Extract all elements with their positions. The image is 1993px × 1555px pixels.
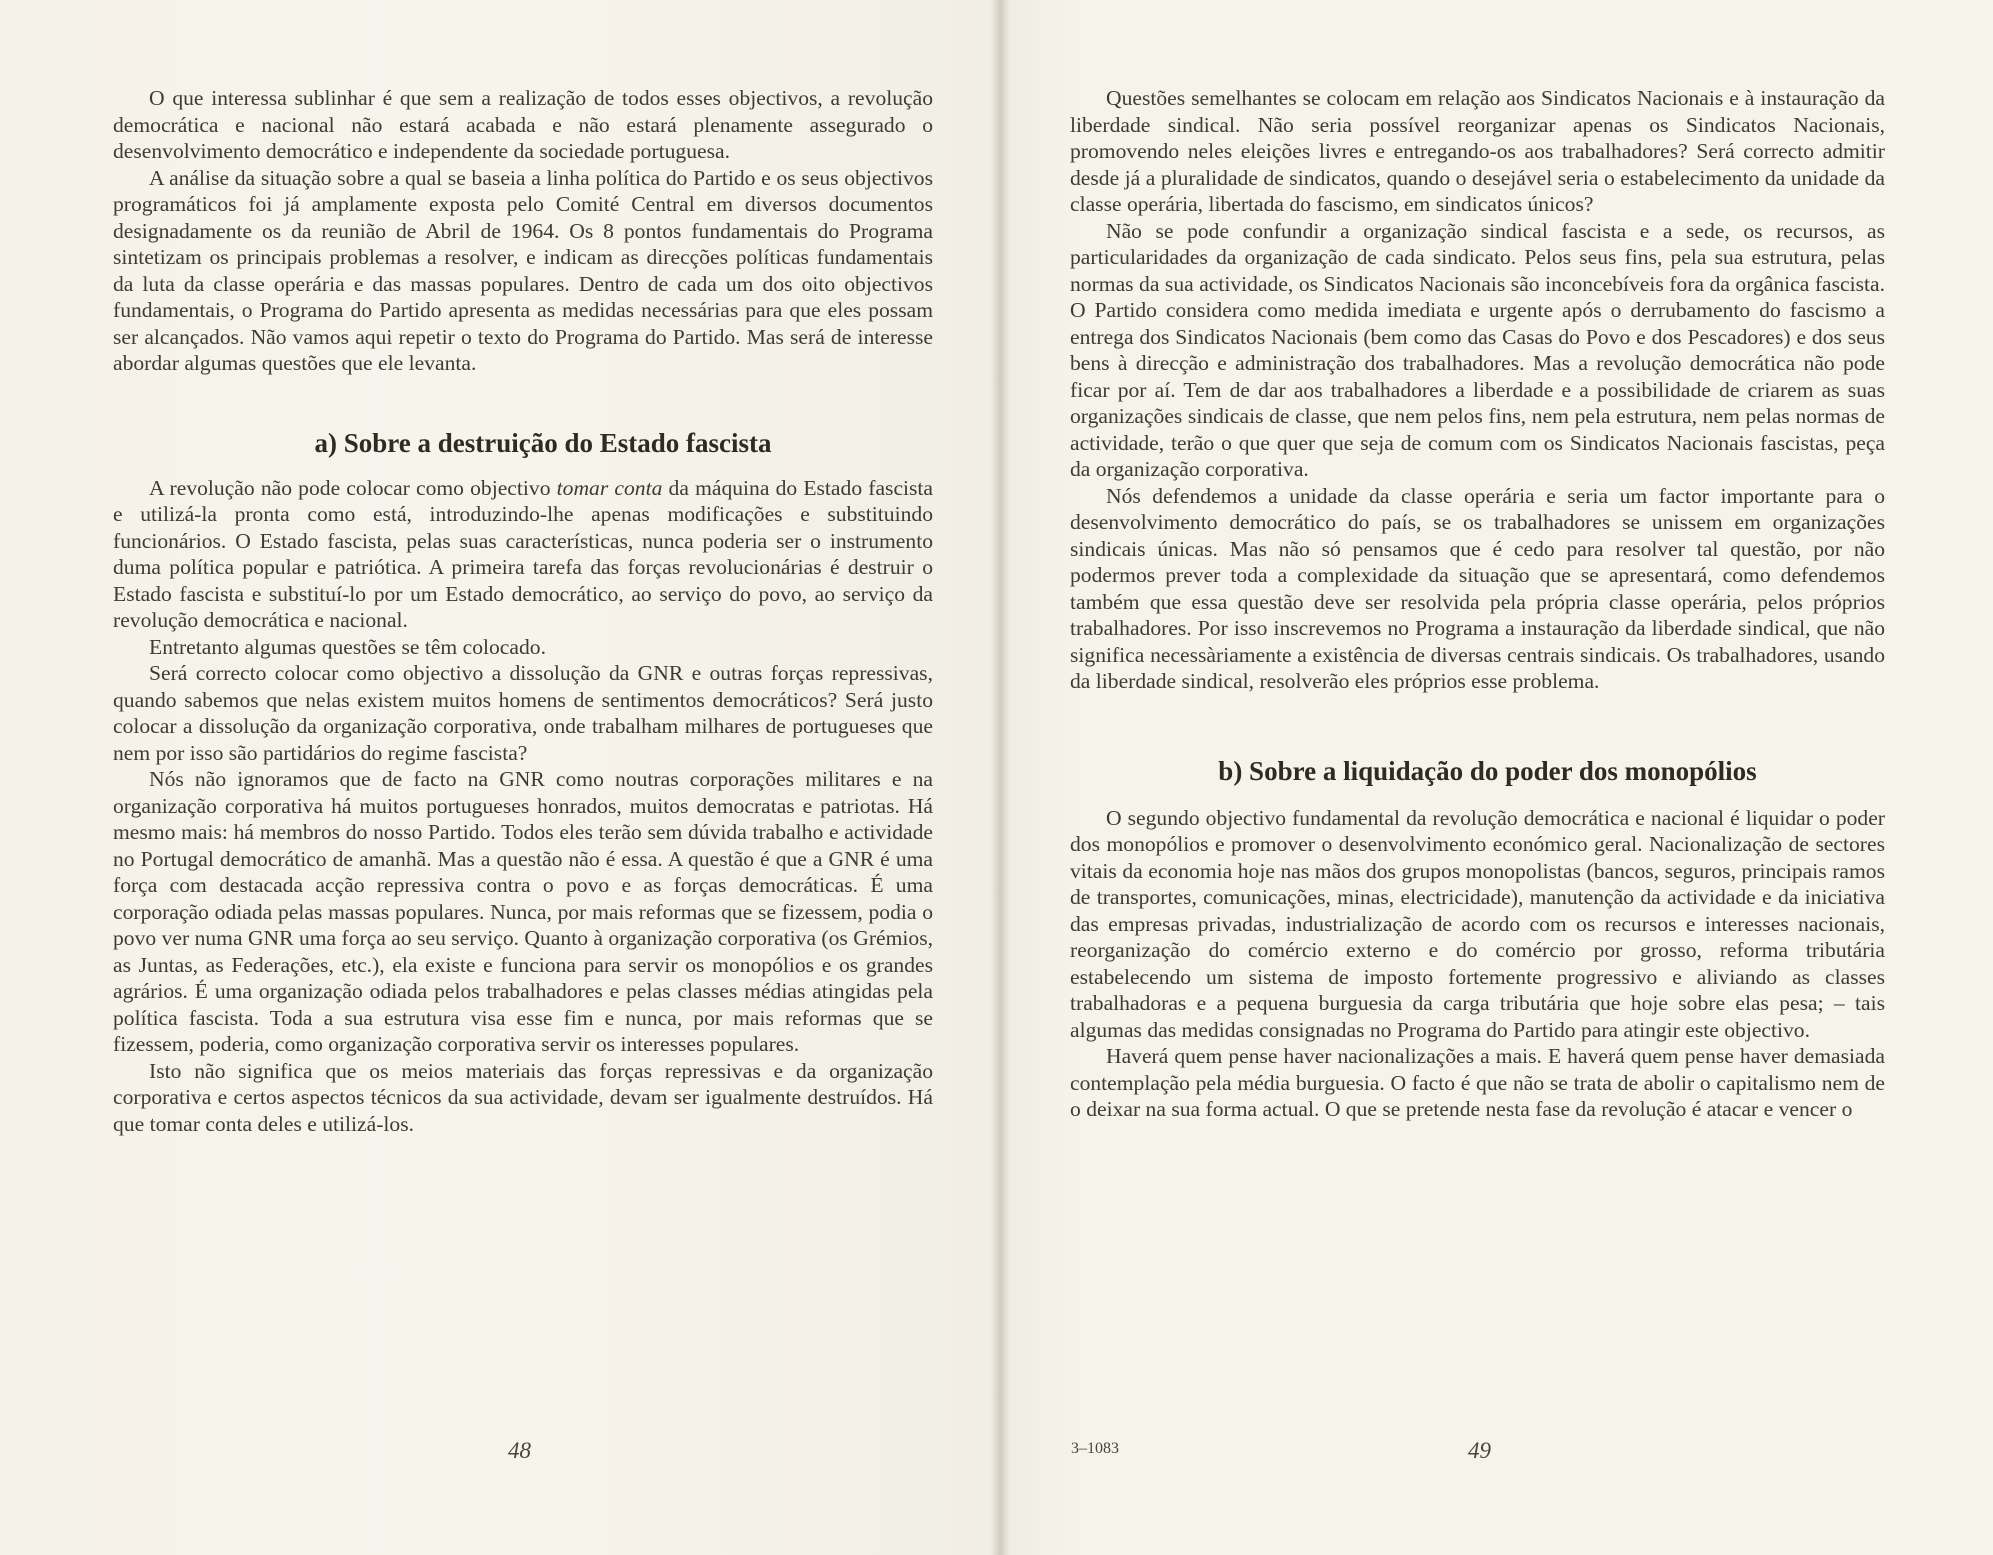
right-text-column xyxy=(1070,85,1885,1123)
paragraph: Haverá quem pense haver nacionalizações a mais. E haverá quem pense haver demasiada contemplação pela média burguesia. O facto é que não se trata de abolir o capitalismo nem de o deixar na sua forma actual. O que se pretende nesta fase da revolução é atacar e vencer o xyxy=(1070,1044,1885,1121)
section-heading-b: b) Sobre a liquidação do poder dos monopólios xyxy=(1218,755,1757,786)
paragraph: Será correcto colocar como objectivo a dissolução da GNR e outras forças repressivas, quando sabemos que nelas existem muitos homens de sentimentos democráticos? Será justo colocar a dissolução da organização corporativa, onde trabalham milhares de portugueses que nem por isso são partidários do regime fascista? xyxy=(113,661,933,765)
printer-signature-mark: 3–1083 xyxy=(1071,1440,1119,1457)
right-page xyxy=(1000,0,1993,1555)
paragraph: O segundo objectivo fundamental da revolução democrática e nacional é liquidar o poder dos monopólios e promover o desenvolvimento económico geral. Nacionalização de sectores vitais da economia hoje nas mãos dos grupos monopolistas (bancos, seguros, principais ramos de transportes, comunicações, minas, electricidade), manutenção da actividade e da iniciativa das empresas privadas, industrialização de acordo com os recursos e interesses nacionais, reorganização do comércio externo e do comércio por grosso, reforma tributária estabelecendo um sistema de imposto fortemente progressivo e aliviando as classes trabalhadoras e a pequena burguesia da carga tributária que hoje sobre elas pesa; – tais algumas das medidas consignadas no Programa do Partido para atingir este objectivo. xyxy=(1070,805,1885,1042)
paragraph-with-emphasis xyxy=(113,475,933,634)
paragraph: Nós não ignoramos que de facto na GNR como noutras corporações militares e na organização corporativa há muitos portugueses honrados, muitos democratas e patriotas. Há mesmo mais: há membros do nosso Partido. Todos eles terão sem dúvida trabalho e actividade no Portugal democrático de amanhã. Mas a questão não é essa. A questão é que a GNR é uma força com destacada acção repressiva contra o povo e as forças democráticas. É uma corporação odiada pelas massas populares. Nunca, por mais reformas que se fizessem, podia o povo ver numa GNR uma força ao seu serviço. Quanto à organização corporativa (os Grémios, as Juntas, as Federações, etc.), ela existe e funciona para servir os monopólios e os grandes agrários. É uma organização odiada pelos trabalhadores e pelas classes médias atingidas pela política fascista. Toda a sua estrutura visa esse fim e nunca, por mais reformas que se fizessem, poderia, como organização corporativa servir os interesses populares. xyxy=(113,767,933,1056)
paragraph: A análise da situação sobre a qual se baseia a linha política do Partido e os seus objectivos programáticos foi já amplamente exposta pelo Comité Central em diversos documentos designadamente os da reunião de Abril de 1964. Os 8 pontos fundamentais do Programa sintetizam os principais problemas a resolver, e indicam as direcções políticas fundamentais da luta da classe operária e das massas populares. Dentro de cada um dos oito objectivos fundamentais, o Programa do Partido apresenta as medidas necessárias para que eles possam ser alcançados. Não vamos aqui repetir o texto do Programa do Partido. Mas será de interesse abordar algumas questões que ele levanta. xyxy=(113,165,933,375)
page-number-left: 48 xyxy=(508,1438,531,1463)
paragraph: Nós defendemos a unidade da classe operária e seria um factor importante para o desenvolvimento democrático do país, se os trabalhadores se unissem em organizações sindicais únicas. Mas não só pensamos que é cedo para resolver tal questão, por não podermos prever toda a complexidade da situação que se apresentará, como defendemos também que essa questão deve ser resolvida pela própria classe operária, pelos próprios trabalhadores. Por isso inscrevemos no Programa a instauração da liberdade sindical, que não significa necessàriamente a existência de diversas centrais sindicais. Os trabalhadores, usando da liberdade sindical, resolverão eles próprios esse problema. xyxy=(1070,483,1885,693)
book-gutter xyxy=(990,0,1010,1555)
section-heading-a: a) Sobre a destruição do Estado fascista xyxy=(314,427,772,458)
page-number-right: 49 xyxy=(1468,1438,1491,1463)
left-text-column xyxy=(113,85,933,1137)
paragraph: Isto não significa que os meios materiais das forças repressivas e da organização corporativa e certos aspectos técnicos da sua actividade, devam ser igualmente destruídos. Há que tomar conta deles e utilizá-los. xyxy=(113,1058,933,1136)
paragraph: Questões semelhantes se colocam em relação aos Sindicatos Nacionais e à instauração da liberdade sindical. Não seria possível reorganizar apenas os Sindicatos Nacionais, promovendo neles eleições livres e entregando-os aos trabalhadores? Será correcto admitir desde já a pluralidade de sindicatos, quando o desejável seria o estabelecimento da unidade da classe operária, libertada do fascismo, em sindicatos únicos? xyxy=(1070,86,1885,216)
paragraph: Não se pode confundir a organização sindical fascista e a sede, os recursos, as particularidades da organização de cada sindicato. Pelos seus fins, pela sua estrutura, pelas normas da sua actividade, os Sindicatos Nacionais são inconcebíveis fora da orgânica fascista. O Partido considera como medida imediata e urgente após o derrubamento do fascismo a entrega dos Sindicatos Nacionais (bem como das Casas do Povo e dos Pescadores) e dos seus bens à direcção e administração dos trabalhadores. Mas a revolução democrática não pode ficar por aí. Tem de dar aos trabalhadores a liberdade e a possibilidade de criarem as suas organizações sindicais de classe, que nem pelos fins, nem pela estrutura, nem pelas normas de actividade, terão o que quer que seja de comum com os Sindicatos Nacionais fascistas, peça da organização corporativa. xyxy=(1070,218,1885,481)
paragraph: Entretanto algumas questões se têm colocado. xyxy=(149,634,546,659)
paragraph-text: da máquina do Estado fascista e utilizá-la pronta como está, introduzindo-lhe apenas modificações e substituindo funcionários. O Estado fascista, pelas suas características, nunca poderia ser o instrumento duma política popular e patriótica. A primeira tarefa das forças revolucionárias é destruir o Estado fascista e substituí-lo por um Estado democrático, ao serviço do povo, ao serviço da revolução democrática e nacional. xyxy=(113,475,934,632)
paragraph: O que interessa sublinhar é que sem a realização de todos esses objectivos, a revolução democrática e nacional não estará acabada e não estará plenamente assegurado o desenvolvimento democrático e independente da sociedade portuguesa. xyxy=(113,86,933,163)
emphasis-text: tomar conta xyxy=(556,475,663,500)
paragraph-text: A revolução não pode colocar como objectivo xyxy=(149,475,557,500)
